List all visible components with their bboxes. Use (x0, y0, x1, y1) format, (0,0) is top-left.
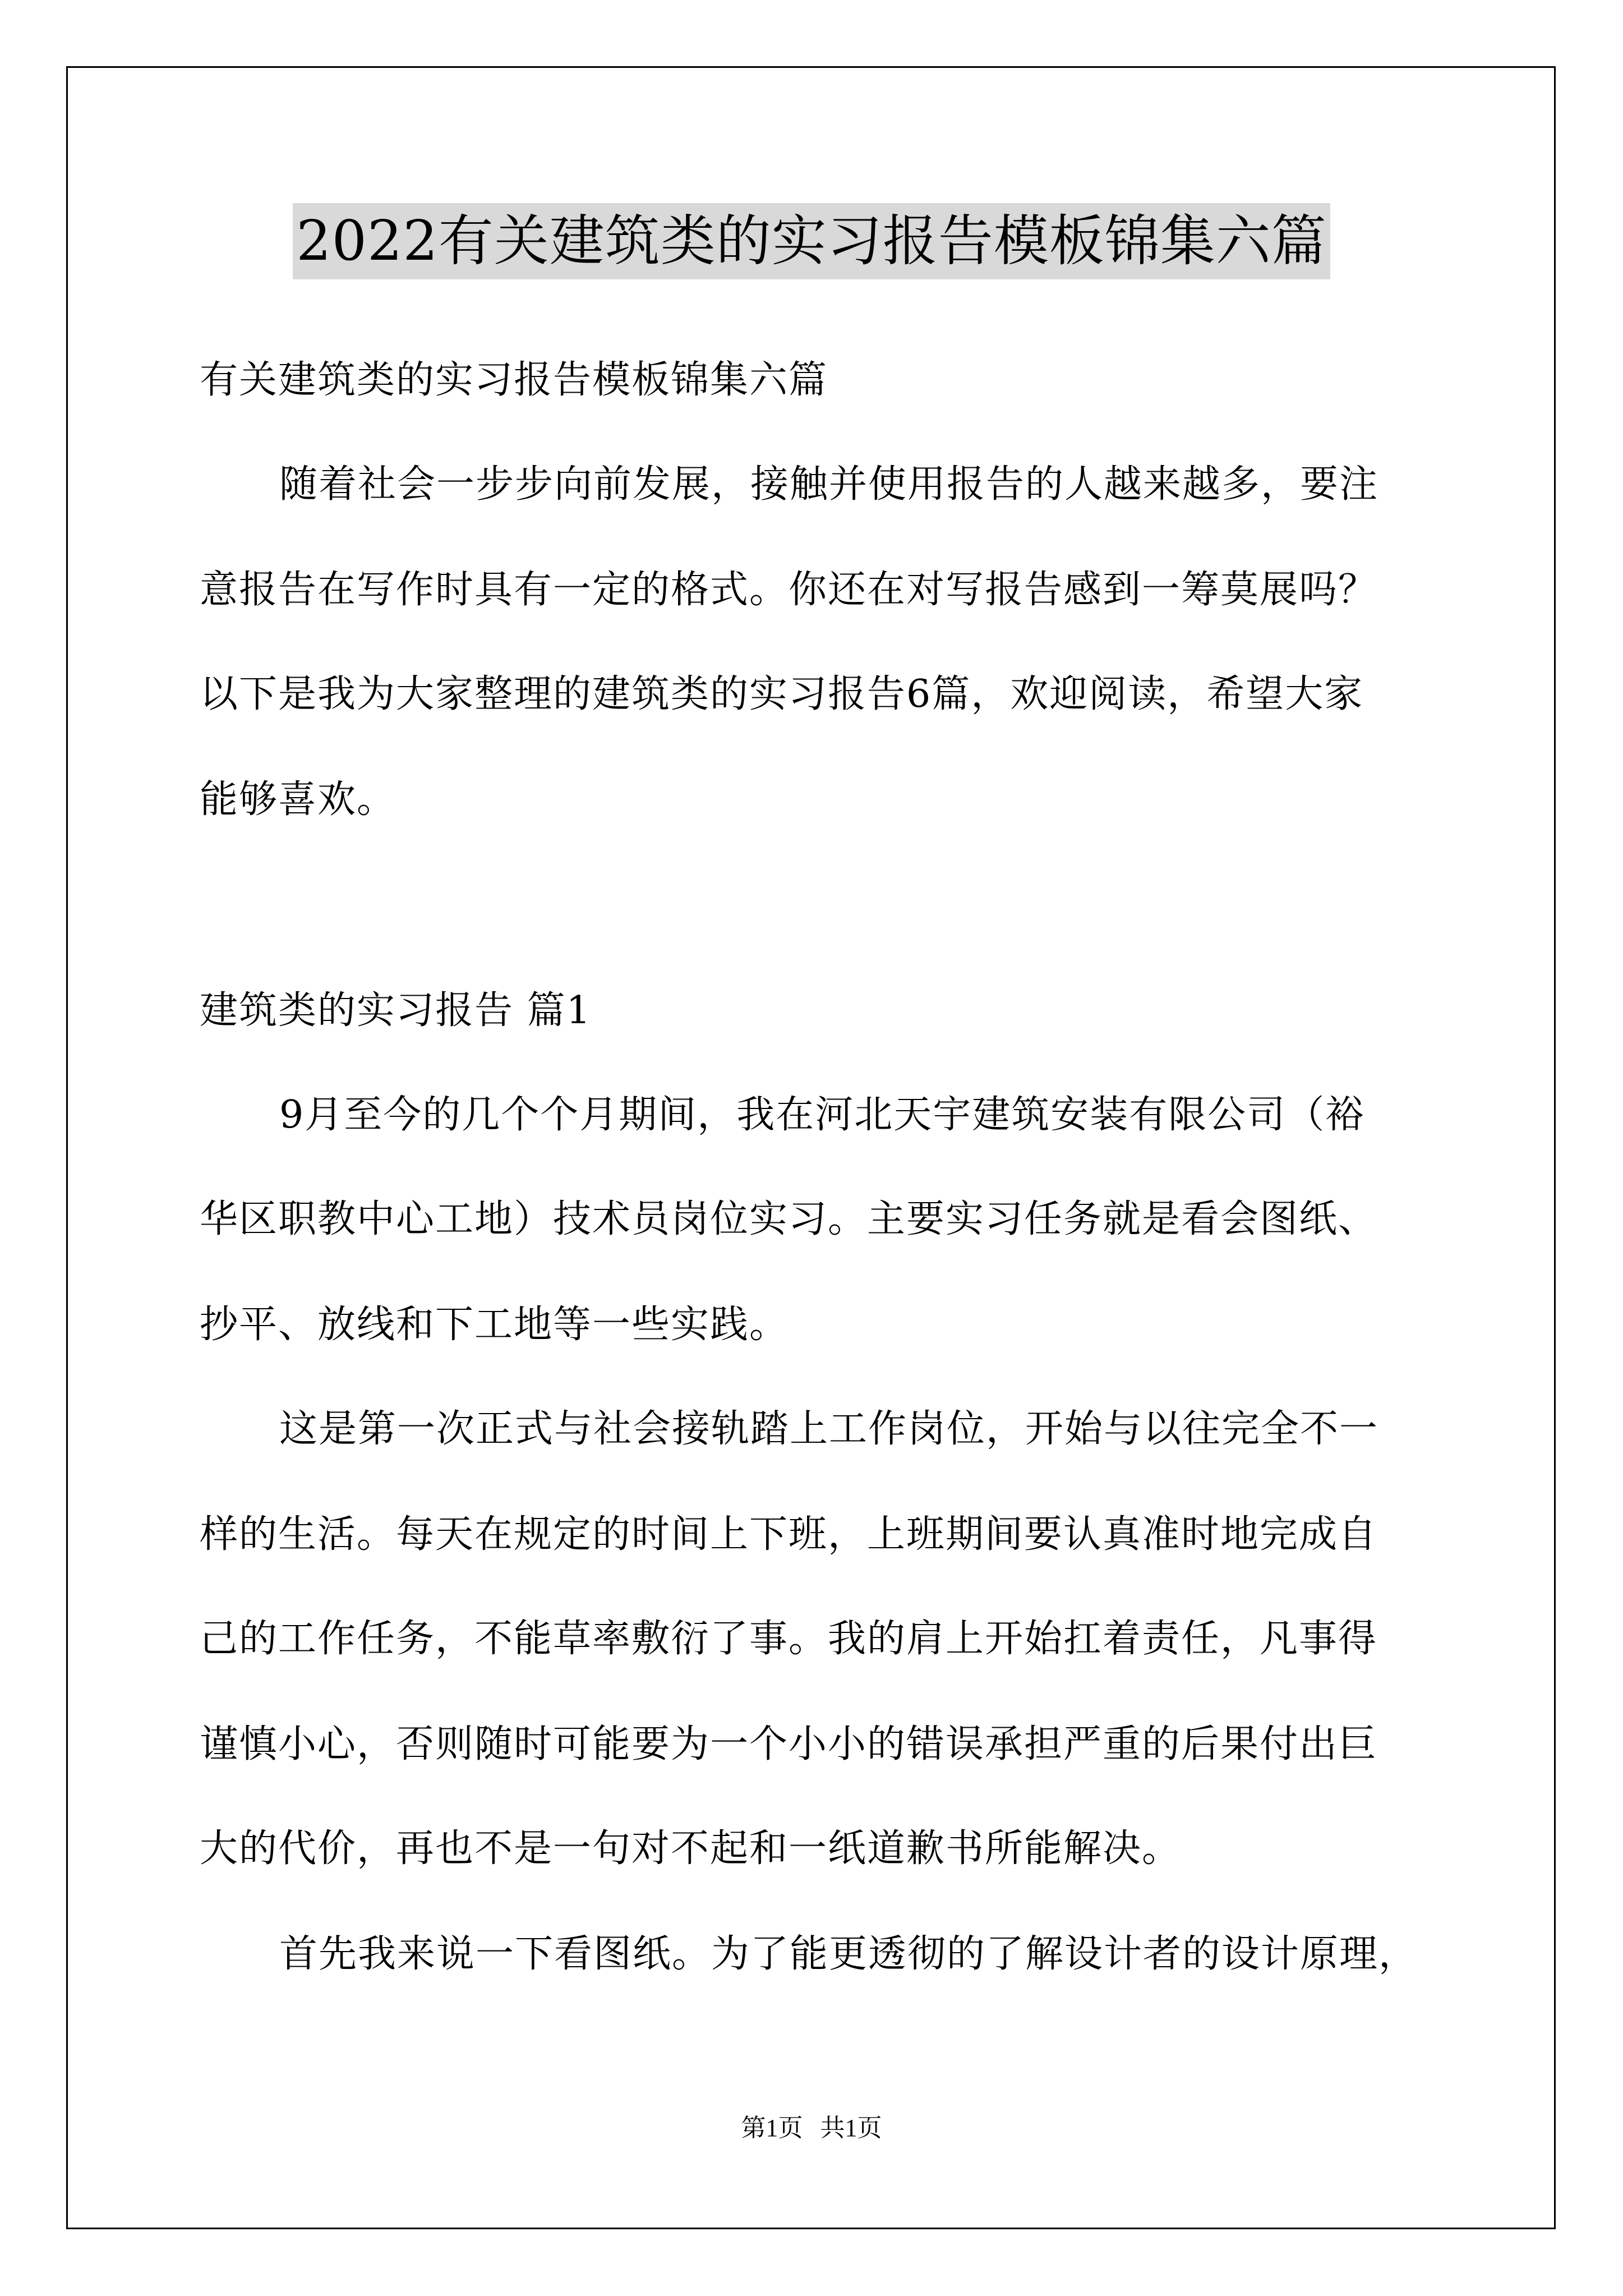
intro-line: 以下是我为大家整理的建筑类的实习报告6篇，欢迎阅读，希望大家 (200, 672, 1364, 716)
title-wrap (0, 203, 1623, 279)
page-number: 第1页 (741, 2114, 803, 2142)
paragraph-line: 己的工作任务，不能草率敷衍了事。我的肩上开始扛着责任，凡事得 (200, 1617, 1378, 1661)
section-heading: 建筑类的实习报告 篇1 (200, 988, 592, 1033)
document-subtitle: 有关建筑类的实习报告模板锦集六篇 (200, 358, 828, 402)
document-title: 2022有关建筑类的实习报告模板锦集六篇 (293, 203, 1330, 279)
paragraph-line: 这是第一次正式与社会接轨踏上工作岗位，开始与以往完全不一 (279, 1407, 1379, 1451)
page-total: 共1页 (820, 2114, 882, 2142)
page-footer (0, 2111, 1623, 2145)
paragraph-line: 9月至今的几个个月期间，我在河北天宇建筑安装有限公司（裕 (279, 1093, 1365, 1137)
paragraph-line: 华区职教中心工地）技术员岗位实习。主要实习任务就是看会图纸、 (200, 1197, 1378, 1241)
paragraph-line: 样的生活。每天在规定的时间上下班，上班期间要认真准时地完成自 (200, 1512, 1378, 1557)
intro-line: 意报告在写作时具有一定的格式。你还在对写报告感到一筹莫展吗？ (200, 568, 1378, 612)
intro-line: 能够喜欢。 (200, 777, 396, 822)
intro-line: 随着社会一步步向前发展，接触并使用报告的人越来越多，要注 (279, 462, 1379, 507)
paragraph-line: 首先我来说一下看图纸。为了能更透彻的了解设计者的设计原理， (279, 1932, 1418, 1976)
paragraph-line: 谨慎小心，否则随时可能要为一个小小的错误承担严重的后果付出巨 (200, 1722, 1378, 1766)
paragraph-line: 大的代价，再也不是一句对不起和一纸道歉书所能解决。 (200, 1826, 1182, 1871)
paragraph-line: 抄平、放线和下工地等一些实践。 (200, 1303, 789, 1347)
